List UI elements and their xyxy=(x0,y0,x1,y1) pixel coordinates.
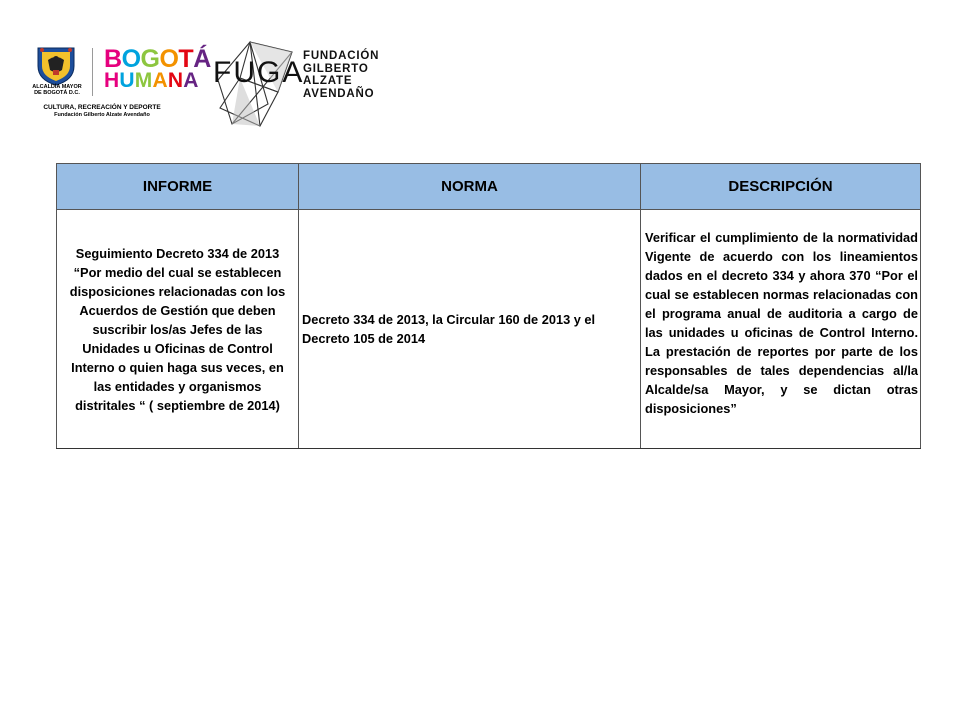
sector-label: CULTURA, RECREACIÓN Y DEPORTE xyxy=(43,104,161,111)
wordmark-letter: O xyxy=(121,45,141,73)
wordmark-letter: A xyxy=(183,69,199,92)
header-informe: INFORME xyxy=(57,164,299,210)
wordmark-letter: Á xyxy=(193,45,211,73)
fuga-line-4: AVENDAÑO xyxy=(303,87,375,100)
fuga-name xyxy=(303,50,379,100)
alcaldia-label xyxy=(18,84,96,96)
fuga-line-3: ALZATE xyxy=(303,75,353,87)
cell-descripcion xyxy=(641,210,921,449)
report-table xyxy=(56,163,921,449)
header-descripcion: DESCRIPCIÓN xyxy=(641,164,921,210)
wordmark-letter: O xyxy=(159,45,179,73)
table-row xyxy=(57,210,921,449)
informe-text: Seguimiento Decreto 334 de 2013 “Por medio del cual se establecen disposiciones relacionadas con los Acuerdos de Gestión que deben suscribir los/as Jefes de las Unidades u Oficinas de Control Interno o quien haga sus veces, en las entidades y organismos distritales “ ( septiembre de 2014) xyxy=(69,245,286,413)
table-header-row xyxy=(57,164,921,210)
header-norma: NORMA xyxy=(299,164,641,210)
humana-wordmark xyxy=(104,70,199,92)
descripcion-text: Verificar el cumplimiento de la normatividad Vigente de acuerdo con los lineamientos dados en el decreto 334 y ahora 370 “Por el cual se establecen normas relacionadas con el programa anual de auditoria a cargo de las unidades u oficinas de Control Interno. La prestación de reportes por parte de los responsables de tales dependencias al/la Alcalde/sa Mayor, y se dictan otras disposiciones” xyxy=(645,230,918,416)
wordmark-letter: H xyxy=(104,69,120,92)
logo-divider xyxy=(92,48,93,96)
cell-norma xyxy=(299,210,641,449)
entity-label: Fundación Gilberto Alzate Avendaño xyxy=(54,112,150,118)
norma-text: Decreto 334 de 2013, la Circular 160 de 2013 y el Decreto 105 de 2014 xyxy=(302,312,596,346)
wordmark-letter: U xyxy=(119,69,135,92)
alcaldia-line-1: ALCALDÍA MAYOR xyxy=(32,84,82,90)
cell-informe xyxy=(57,210,299,449)
fuga-wordmark: FUGA xyxy=(213,56,305,89)
wordmark-letter: N xyxy=(167,69,184,92)
logo-bar xyxy=(0,0,960,140)
wordmark-letter: B xyxy=(104,45,122,73)
wordmark-letter: G xyxy=(140,45,160,73)
fuga-line-1: FUNDACIÓN xyxy=(303,50,380,62)
wordmark-letter: T xyxy=(178,45,194,73)
wordmark-letter: A xyxy=(152,69,168,92)
wordmark-letter: M xyxy=(134,69,153,92)
alcaldia-line-2: DE BOGOTÁ D.C. xyxy=(34,90,80,96)
bogota-coat-of-arms-icon xyxy=(34,46,78,86)
fuga-line-2: GILBERTO xyxy=(303,62,369,75)
